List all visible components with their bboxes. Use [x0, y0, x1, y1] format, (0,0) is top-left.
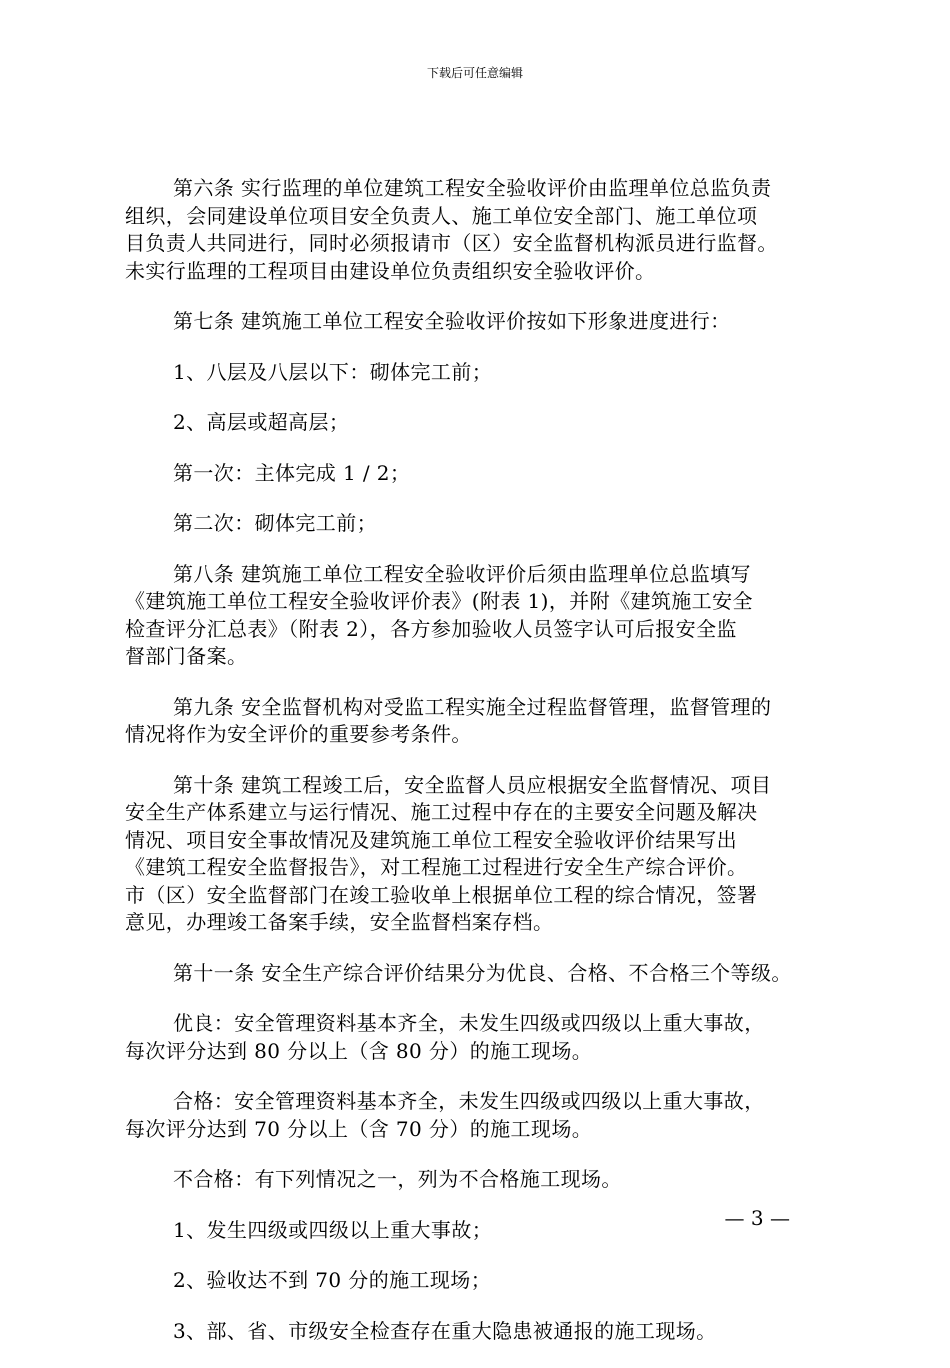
text-line: 第九条 安全监督机构对受监工程实施全过程监督管理，监督管理的 [173, 694, 772, 719]
paragraph-article-6 [125, 175, 840, 285]
paragraph-fail-item-3 [125, 1318, 840, 1346]
text-line: 第六条 实行监理的单位建筑工程安全验收评价由监理单位总监负责 [173, 176, 772, 200]
text-line: 合格：安全管理资料基本齐全，未发生四级或四级以上重大事故， [173, 1089, 765, 1113]
text-line: 组织，会同建设单位项目安全负责人、施工单位安全部门、施工单位项 [125, 203, 758, 228]
text-line: 优良：安全管理资料基本齐全，未发生四级或四级以上重大事故， [173, 1011, 765, 1035]
paragraph-article-11 [125, 960, 840, 988]
text-line: 督部门备案。 [125, 644, 248, 668]
text-line: 不合格：有下列情况之一，列为不合格施工现场。 [173, 1167, 622, 1191]
text-line: 情况将作为安全评价的重要参考条件。 [125, 722, 472, 746]
paragraph-fail-item-2 [125, 1267, 840, 1295]
text-line: 意见，办理竣工备案手续，安全监督档案存档。 [125, 910, 554, 934]
paragraph-second-time [125, 510, 840, 538]
text-line: 未实行监理的工程项目由建设单位负责组织安全验收评价。 [125, 258, 656, 283]
paragraph-first-time [125, 460, 840, 488]
paragraph-grade-fail [125, 1166, 840, 1194]
text-line: 3、部、省、市级安全检查存在重大隐患被通报的施工现场。 [173, 1318, 717, 1343]
paragraph-item-1 [125, 359, 840, 387]
text-line: 每次评分达到 70 分以上（含 70 分）的施工现场。 [125, 1116, 593, 1141]
text-line: 目负责人共同进行，同时必须报请市（区）安全监督机构派员进行监督。 [125, 231, 778, 255]
text-line: 第一次：主体完成 1 / 2； [173, 460, 411, 485]
text-line: 《建筑工程安全监督报告》，对工程施工过程进行安全生产综合评价。 [125, 855, 748, 879]
paragraph-article-7 [125, 308, 840, 336]
page-number: — 3 — [724, 1206, 790, 1230]
text-line: 第八条 建筑施工单位工程安全验收评价后须由监理单位总监填写 [173, 561, 751, 586]
text-line: 1、八层及八层以下：砌体完工前； [173, 359, 493, 384]
paragraph-article-9 [125, 694, 840, 749]
text-line: 1、发生四级或四级以上重大事故； [173, 1217, 493, 1242]
paragraph-grade-pass [125, 1088, 840, 1143]
text-line: 第二次：砌体完工前； [173, 511, 377, 535]
text-line: 每次评分达到 80 分以上（含 80 分）的施工现场。 [125, 1038, 593, 1063]
text-line: 情况、项目安全事故情况及建筑施工单位工程安全验收评价结果写出 [125, 827, 737, 852]
paragraph-article-10 [125, 772, 840, 937]
text-line: 《建筑施工单位工程安全验收评价表》(附表 1)，并附《建筑施工安全 [125, 589, 753, 613]
text-line: 2、验收达不到 70 分的施工现场； [173, 1268, 492, 1292]
body-content [125, 175, 840, 1368]
text-line: 第十一条 安全生产综合评价结果分为优良、合格、不合格三个等级。 [173, 960, 792, 985]
paragraph-item-2 [125, 409, 840, 437]
paragraph-article-8 [125, 561, 840, 671]
page-header: 下载后可任意编辑 [426, 66, 523, 80]
text-line: 检查评分汇总表》（附表 2），各方参加验收人员签字认可后报安全监 [125, 616, 737, 641]
text-line: 第十条 建筑工程竣工后，安全监督人员应根据安全监督情况、项目 [173, 772, 772, 797]
text-line: 市（区）安全监督部门在竣工验收单上根据单位工程的综合情况，签署 [125, 882, 758, 907]
text-line: 2、高层或超高层； [173, 410, 350, 434]
paragraph-grade-excellent [125, 1010, 840, 1065]
text-line: 第七条 建筑施工单位工程安全验收评价按如下形象进度进行： [173, 309, 731, 333]
text-line: 安全生产体系建立与运行情况、施工过程中存在的主要安全问题及解决 [125, 800, 758, 824]
